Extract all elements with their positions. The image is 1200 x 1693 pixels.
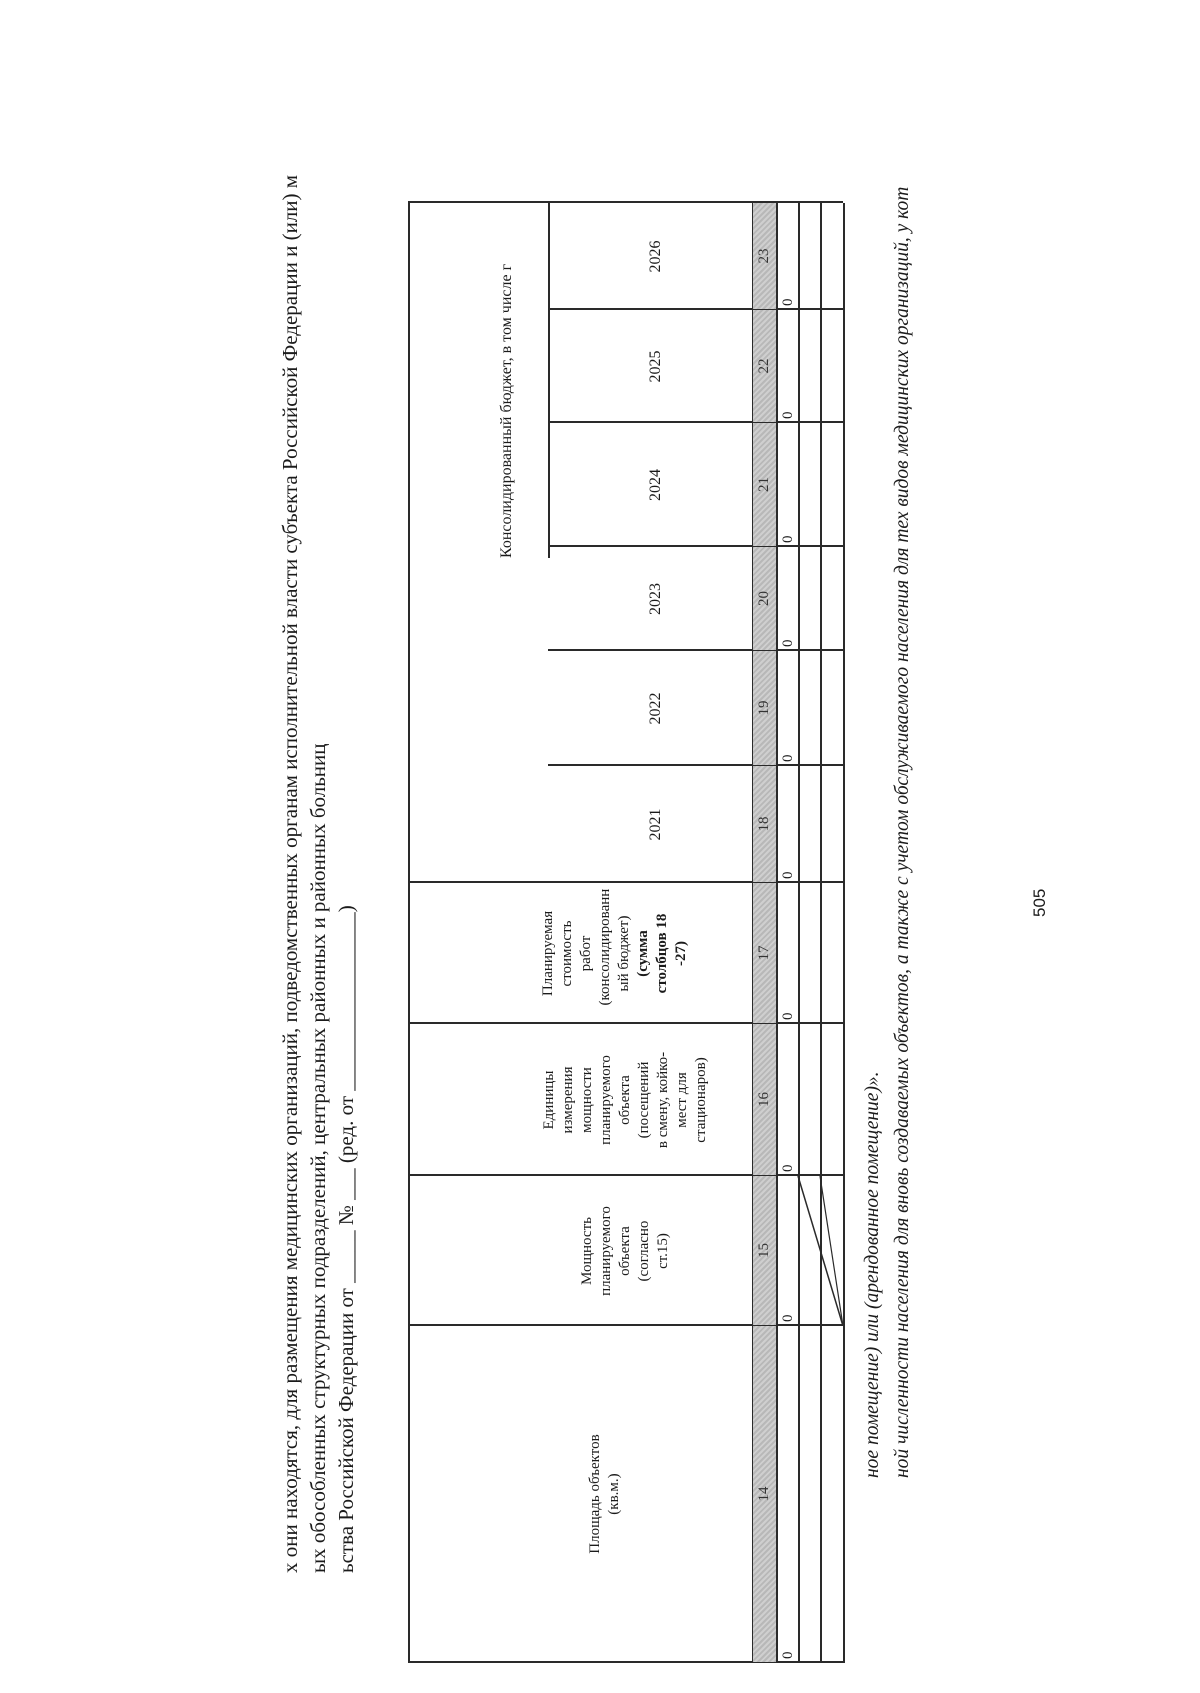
- value-col15: 0: [780, 1314, 796, 1322]
- year-2025: 2025: [646, 350, 664, 383]
- value-col21: 0: [780, 535, 796, 543]
- colnum-14: 14: [753, 1326, 776, 1662]
- value-col18: 0: [780, 871, 796, 879]
- year-2022: 2022: [646, 692, 664, 725]
- header-line-3: ьства Российской Федерации от _____ № ___ (ред. от _________________): [334, 905, 358, 1573]
- year-2024: 2024: [646, 469, 664, 501]
- consolidated-budget-header: Консолидированный бюджет, в том числе г: [498, 263, 515, 558]
- col16-header: Единицы измерения мощности планируемого объекта (посещений в смену, койко-мест для стационаров): [540, 1051, 709, 1149]
- colnum-15: 15: [753, 1176, 776, 1325]
- col15-header: Мощность планируемого объекта (согласно ст.15): [578, 1206, 671, 1296]
- col17-header: Планируемая стоимость работ (консолидированн ый бюджет) (сумма столбцов 18 -27): [540, 888, 689, 1006]
- colnum-18: 18: [753, 766, 776, 882]
- colnum-23: 23: [753, 203, 776, 309]
- header-line-1: х они находятся, для размещения медицинских организаций, подведомственных органам исполнительной власти субъекта Российской Федерации и (или) м: [278, 174, 302, 1573]
- colnum-16: 16: [753, 1024, 776, 1175]
- year-2026: 2026: [646, 240, 664, 273]
- value-col14: 0: [780, 1651, 796, 1659]
- page-number: 505: [1030, 888, 1049, 917]
- colnum-21: 21: [753, 423, 776, 546]
- colnum-17: 17: [753, 883, 776, 1023]
- col14-header: Площадь объектов (кв.м.): [587, 1434, 622, 1554]
- value-col17: 0: [780, 1012, 796, 1020]
- footnote-line-1: ное помещение) или (арендованное помещение)».: [862, 1071, 883, 1478]
- value-col16: 0: [780, 1164, 796, 1172]
- footnote-line-2: ной численности населения для вновь создаваемых объектов, а также с учетом обслуживаемого населения для тех видов медицинских организаций, у кот: [892, 186, 913, 1478]
- value-col23: 0: [780, 298, 796, 306]
- colnum-19: 19: [753, 651, 776, 765]
- value-col22: 0: [780, 411, 796, 419]
- year-2023: 2023: [646, 583, 664, 615]
- header-line-2: ых обособленных структурных подразделений, центральных районных и районных больниц: [306, 743, 330, 1573]
- value-col19: 0: [780, 754, 796, 762]
- value-col20: 0: [780, 639, 796, 647]
- diagonal-strike-mark: [776, 1176, 843, 1326]
- colnum-20: 20: [753, 547, 776, 650]
- colnum-22: 22: [753, 310, 776, 422]
- year-2021: 2021: [646, 808, 664, 841]
